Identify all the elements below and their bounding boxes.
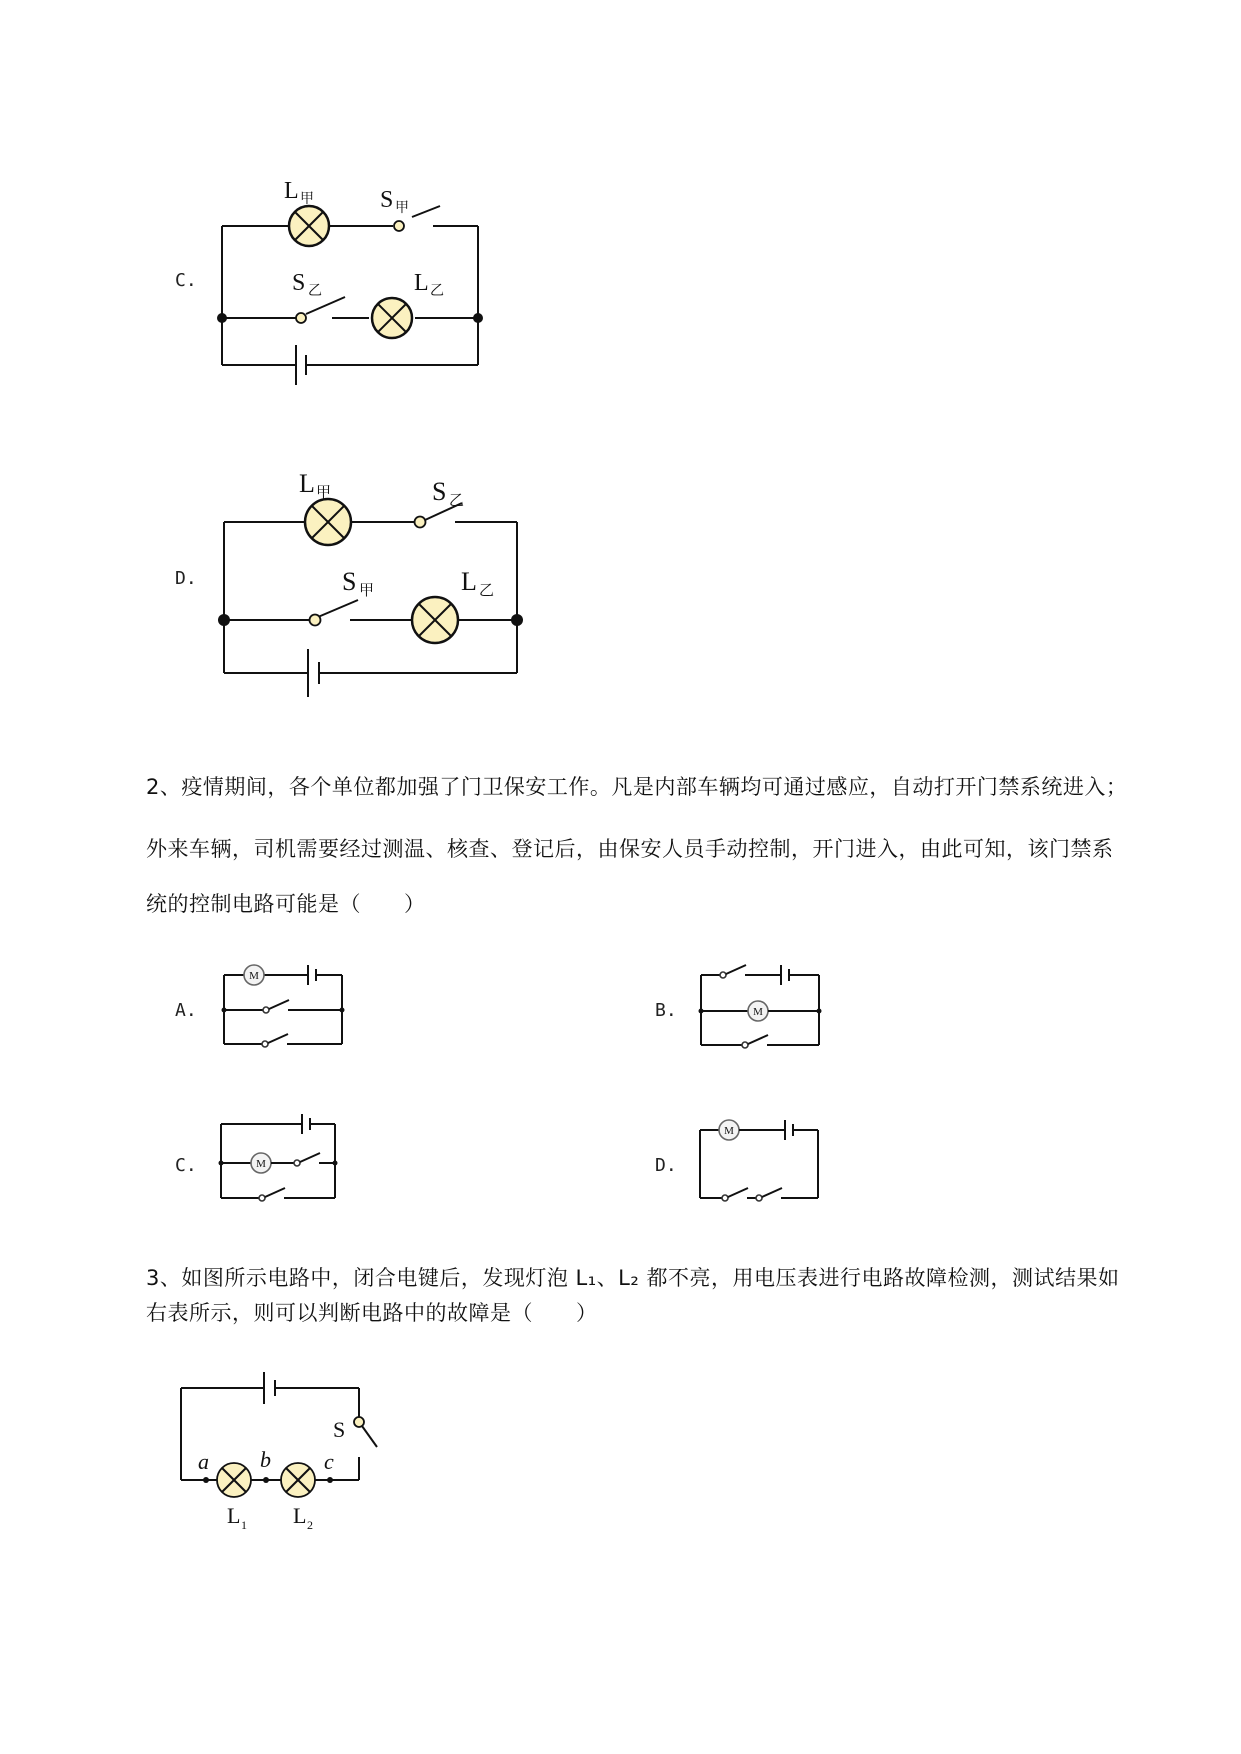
- point-c-dot: [327, 1477, 333, 1483]
- svg-text:M: M: [724, 1125, 734, 1137]
- label-s-jia-sub: 甲: [359, 581, 375, 599]
- label-l-yi: L: [461, 567, 477, 596]
- motor-icon: [748, 1001, 768, 1021]
- label-l-yi: L: [414, 270, 429, 296]
- lamp-l-yi-icon: [372, 298, 412, 338]
- label-l2-sub: 2: [307, 1518, 313, 1532]
- q2-circuit-a: [218, 955, 358, 1065]
- point-b-dot: [263, 1477, 269, 1483]
- motor-icon: [251, 1153, 271, 1173]
- label-l-yi-sub: 乙: [430, 283, 444, 299]
- switch-s-yi-pivot: [296, 313, 306, 323]
- q2-line-1: 2、疫情期间，各个单位都加强了门卫保安工作。凡是内部车辆均可通过感应，自动打开门禁系统进入；: [146, 775, 1128, 799]
- lamp-l-jia-icon: [305, 499, 351, 545]
- label-c: c: [324, 1449, 334, 1474]
- label-s-yi-sub: 乙: [449, 491, 465, 509]
- q2-circuit-c: [215, 1110, 355, 1220]
- junction-dot: [473, 313, 483, 323]
- motor-icon: [244, 965, 264, 985]
- label-s-yi: S: [432, 477, 447, 506]
- label-s-jia: S: [342, 567, 357, 596]
- q1-circuit-c: [200, 155, 520, 395]
- label-l-jia-sub: 甲: [300, 191, 314, 207]
- q2-line-2: 外来车辆，司机需要经过测温、核查、登记后，由保安人员手动控制，开门进入，由此可知，该门禁系: [146, 837, 1114, 861]
- label-b: b: [260, 1447, 271, 1472]
- junction-dot: [511, 614, 523, 626]
- point-a-dot: [203, 1477, 209, 1483]
- lamp-l-jia-icon: [289, 206, 329, 246]
- svg-text:M: M: [256, 1158, 266, 1170]
- label-l-jia-sub: 甲: [316, 483, 332, 501]
- q1-circuit-d: [200, 450, 540, 710]
- switch-s-pivot: [354, 1417, 364, 1427]
- switch-s-jia-pivot: [310, 615, 321, 626]
- q3-line-1: 3、如图所示电路中，闭合电键后，发现灯泡 L₁、L₂ 都不亮，用电压表进行电路故障检测，测试结果如: [146, 1266, 1120, 1290]
- lamp-l-yi-icon: [412, 597, 458, 643]
- label-s-yi-sub: 乙: [308, 283, 322, 299]
- label-l-yi-sub: 乙: [479, 581, 495, 599]
- label-l1-sub: 1: [241, 1518, 247, 1532]
- label-l-jia: L: [299, 469, 315, 498]
- q2-option-d-label: D.: [655, 1155, 677, 1176]
- switch-s-jia-pivot: [394, 221, 404, 231]
- svg-text:M: M: [249, 970, 259, 982]
- q2-option-a-label: A.: [175, 1000, 197, 1021]
- label-s-yi: S: [292, 270, 306, 296]
- svg-text:M: M: [753, 1006, 763, 1018]
- q3-line-2: 右表所示，则可以判断电路中的故障是（ ）: [146, 1301, 598, 1325]
- switch-s-yi-pivot: [415, 517, 426, 528]
- q2-option-b-label: B.: [655, 1000, 677, 1021]
- lamp-l2-icon: [281, 1463, 315, 1497]
- motor-icon: [719, 1120, 739, 1140]
- junction-dot: [218, 614, 230, 626]
- label-s-jia: S: [380, 187, 394, 213]
- q3-circuit: [160, 1365, 400, 1565]
- label-l-jia: L: [284, 178, 299, 204]
- label-s-jia-sub: 甲: [395, 200, 409, 216]
- q2-circuit-d: [694, 1110, 834, 1220]
- label-s: S: [333, 1417, 346, 1442]
- q2-option-c-label: C.: [175, 1155, 197, 1176]
- label-l1: L: [227, 1503, 241, 1528]
- label-a: a: [198, 1449, 209, 1474]
- lamp-l1-icon: [217, 1463, 251, 1497]
- junction-dot: [217, 313, 227, 323]
- label-l2: L: [293, 1503, 307, 1528]
- q2-circuit-b: [695, 955, 835, 1065]
- q1-option-d-label: D.: [175, 568, 197, 589]
- q2-line-3: 统的控制电路可能是（ ）: [146, 892, 426, 916]
- q1-option-c-label: C.: [175, 270, 197, 291]
